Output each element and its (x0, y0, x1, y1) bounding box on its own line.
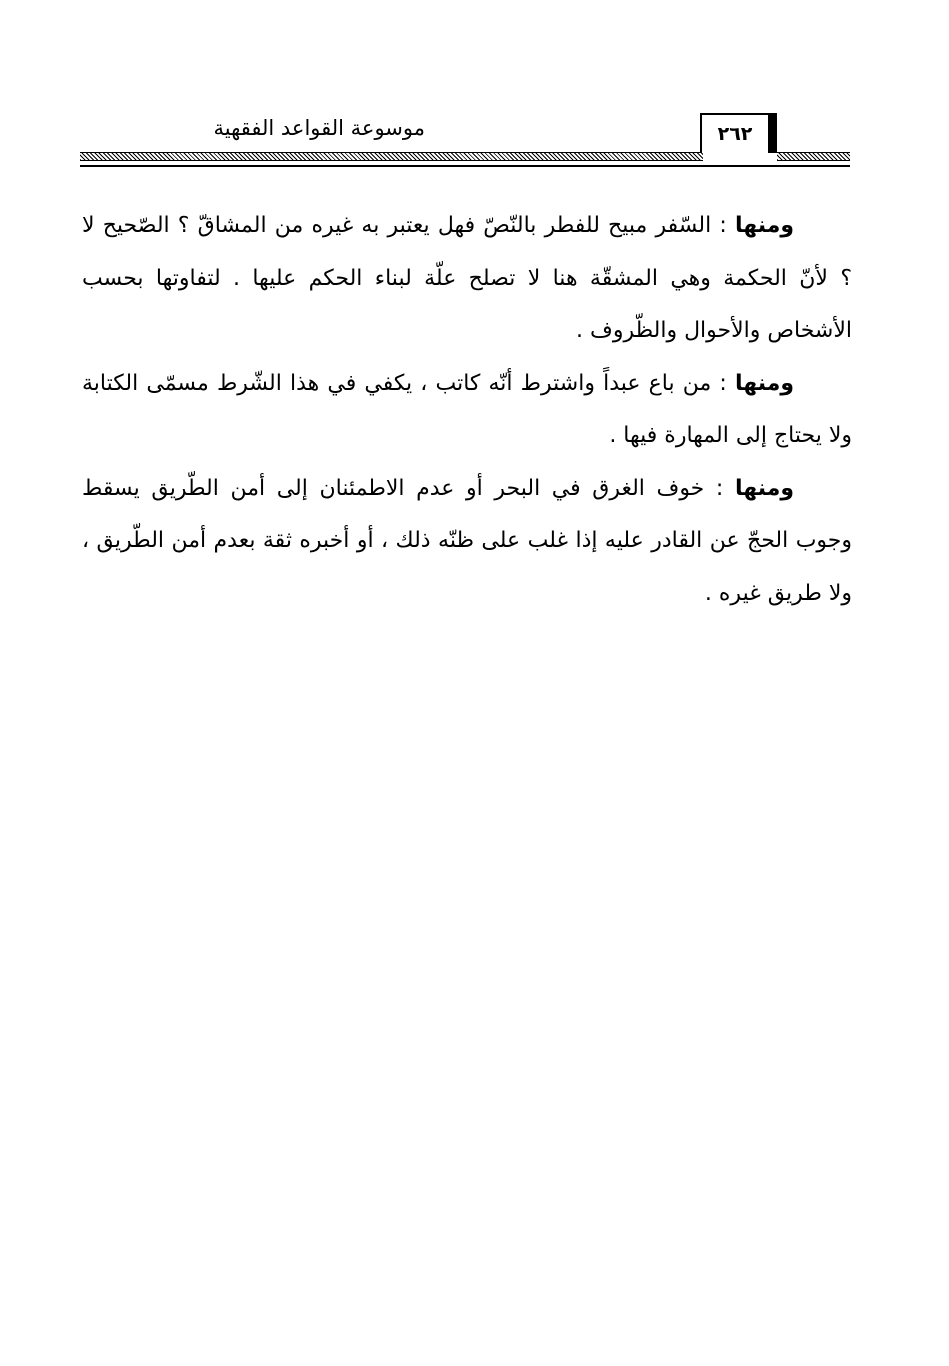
paragraph-text: : خوف الغرق في البحر أو عدم الاطمئنان إلى أمن الطّريق يسقط وجوب الحجّ عن القادر عليه إذا غلب على ظنّه ذلك ، أو أخبره ثقة بعدم أمن الطّريق ، ولا طريق غيره . (82, 475, 852, 606)
paragraph (82, 358, 852, 463)
page-header (80, 108, 850, 170)
body-text (82, 200, 852, 620)
book-title: موسوعة القواعد الفقهية (213, 116, 425, 140)
paragraph-text: : من باع عبداً واشترط أنّه كاتب ، يكفي في هذا الشّرط مسمّى الكتابة ولا يحتاج إلى المهارة فيها . (82, 370, 852, 448)
paragraph-lead: ومنها (734, 213, 794, 238)
paragraph (82, 463, 852, 621)
paragraph-lead: ومنها (734, 475, 794, 501)
paragraph-text: : السّفر مبيح للفطر بالنّصّ فهل يعتبر به غيره من المشاقّ ؟ الصّحيح لا ؟ لأنّ الحكمة وهي المشقّة هنا لا تصلح علّة لبناء الحكم عليها . لتفاوتها بحسب الأشخاص والأحوال والظّروف . (82, 213, 852, 343)
header-hatch-band-right (777, 152, 850, 161)
header-hatch-band-left (80, 152, 703, 161)
paragraph (82, 200, 852, 358)
page-number: ٢٦٢ (717, 123, 753, 145)
page-number-box (700, 113, 777, 153)
header-rule (80, 165, 850, 167)
paragraph-lead: ومنها (734, 370, 794, 396)
